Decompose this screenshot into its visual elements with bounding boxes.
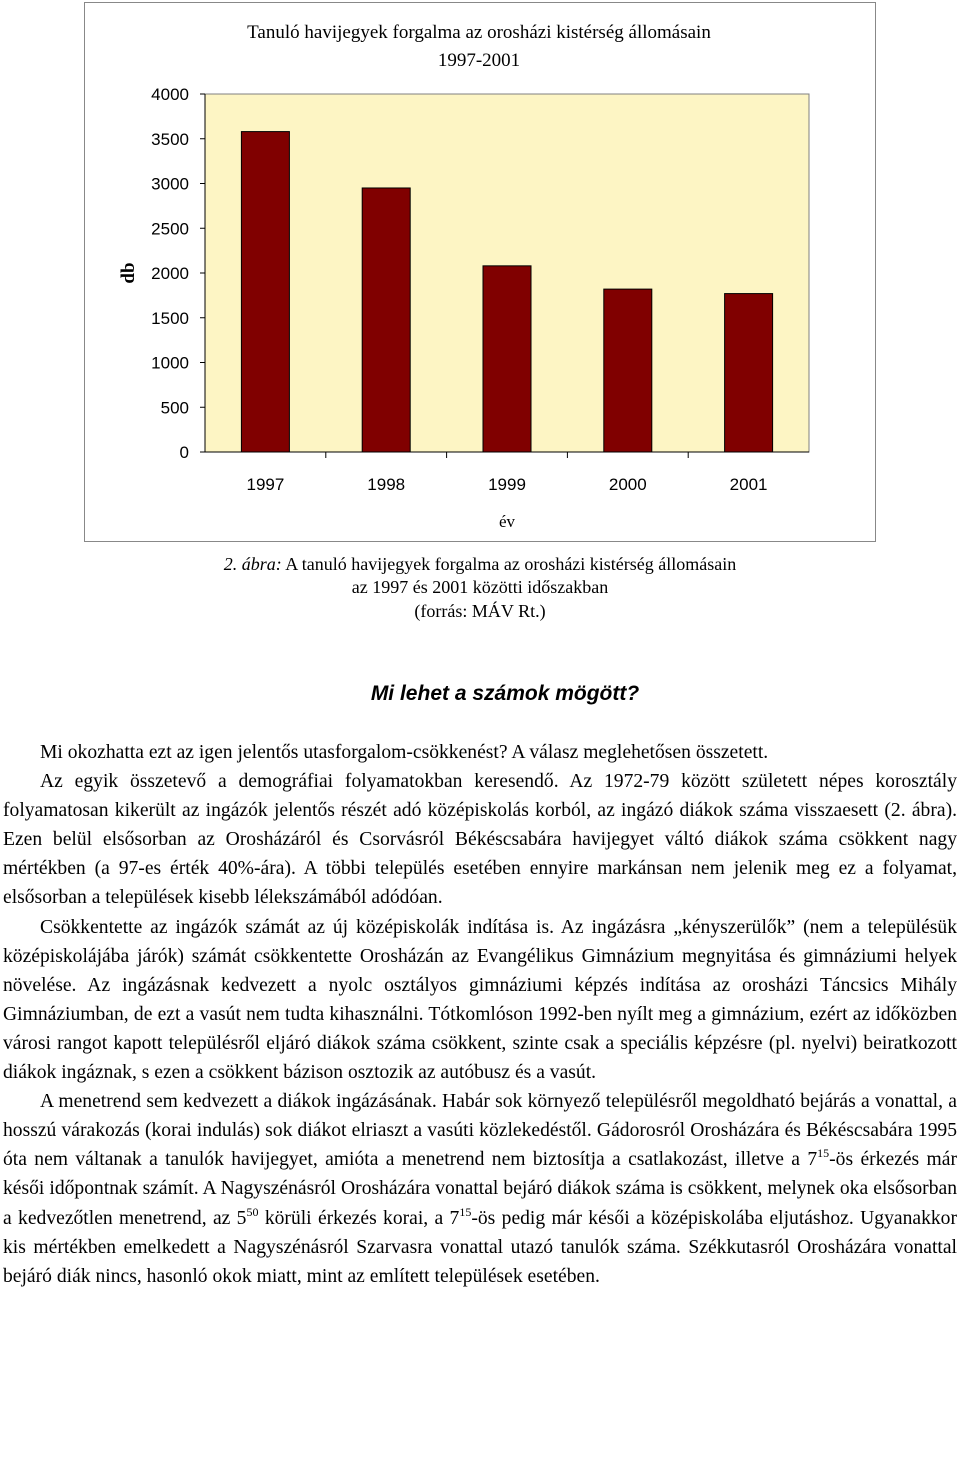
chart-title-line1: Tanuló havijegyek forgalma az orosházi kistérség állomásain xyxy=(247,22,711,43)
bar-1997 xyxy=(241,132,289,452)
bar-chart xyxy=(0,0,960,545)
paragraph-1: Mi okozhatta ezt az igen jelentős utasforgalom-csökkenést? A válasz meglehetősen összetett. xyxy=(40,742,769,763)
chart-title-line2: 1997-2001 xyxy=(437,50,521,71)
x-tick-label: 2001 xyxy=(729,475,768,494)
superscript-time-2: 50 xyxy=(246,1204,259,1219)
paragraph-4-part-a: A menetrend sem kedvezett a diákok ingázásának. Habár sok környező településről megoldható bejárás a vonattal, a hosszú várakozás (korai indulás) sok diákot elriaszt a vasúti közlekedéstől. Gádorosról Orosházára és Békéscsabára 1995 óta nem váltanak a tanulók havijegyet, amióta a menetrend nem biztosítja a csatlakozást, illetve a 7 xyxy=(3,1091,957,1171)
paragraph-2: Az egyik összetevő a demográfiai folyamatokban keresendő. Az 1972-79 között született népes korosztály folyamatosan kikerült az ingázók jelentős részét adó középiskolás korból, az ingázó diákok száma visszaesett (2. ábra). Ezen belül elsősorban az Orosházáról és Csorvásról Békéscsabára havijegyet váltó diákok száma csökkent nagy mértékben (a 97-es érték 40%-ára). A többi település esetében ennyire markánsan nem jelenik meg ez a folyamat, elsősorban a települések kisebb lélekszámából adódóan. xyxy=(3,771,957,909)
x-tick-label: 2000 xyxy=(608,475,647,494)
bar-2000 xyxy=(604,289,652,452)
paragraph-4-part-c: körüli érkezés korai, a 7 xyxy=(258,1207,460,1229)
bar-1999 xyxy=(483,266,531,452)
figure-caption-line1 xyxy=(0,552,960,576)
superscript-time-3: 15 xyxy=(459,1204,472,1219)
y-tick-label: 1500 xyxy=(151,308,189,328)
figure-caption-source: (forrás: MÁV Rt.) xyxy=(414,601,546,621)
bar-1998 xyxy=(362,188,410,452)
figure-caption-text: A tanuló havijegyek forgalma az orosházi kistérség állomásain xyxy=(281,554,737,574)
figure-caption-line2: az 1997 és 2001 közötti időszakban xyxy=(351,577,609,597)
y-tick-label: 3500 xyxy=(151,129,189,149)
x-tick-label: 1997 xyxy=(246,475,285,494)
section-heading: Mi lehet a számok mögött? xyxy=(370,682,640,705)
bar-2001 xyxy=(725,294,773,452)
x-axis-label: év xyxy=(498,512,516,531)
figure-caption-label: 2. ábra: xyxy=(223,554,282,574)
y-tick-label: 4000 xyxy=(151,85,189,104)
superscript-time-1: 15 xyxy=(817,1146,830,1161)
paragraph-4 xyxy=(3,1087,957,1291)
y-tick-label: 3000 xyxy=(151,174,189,194)
paragraph-3: Csökkentette az ingázók számát az új középiskolák indítása is. Az ingázásra „kényszerülők” (nem a településük középiskolájába járók) számát csökkentette Orosházán az Evangélikus Gimnázium megnyitása és gimnáziumi helyek növelése. Az ingázásnak kedvezett a nyolc osztályos gimnáziumi képzés indítása az orosházi Táncsics Mihály Gimnáziumban, de ezt a vasút nem tudta kihasználni. Tótkomlóson 1992-ben nyílt meg a gimnázium, ezért az időközben városi rangot kapott településről eljáró diákok száma csökkent, szinte csak a speciális képzésre (pl. nyelvi) beiratkozott diákok ingáznak, s ezen a csökkent bázison osztozik az autóbusz és a vasút. xyxy=(3,916,957,1084)
y-tick-label: 0 xyxy=(179,443,189,462)
x-tick-label: 1998 xyxy=(367,475,406,494)
paragraph-4-part-d: -ös pedig már késői a középiskolába eljutáshoz. Ugyanakkor kis mértékben emelkedett a Nagyszénásról Szarvasra vonattal utazó tanulók száma. Székkutasról Orosházára vonattal bejáró diák nincs, hasonló okok miatt, mint az említett települések esetében. xyxy=(3,1207,957,1287)
y-tick-label: 1000 xyxy=(151,353,189,373)
paragraph-4-part-b: -ös érkezés már késői időpontnak számít. A Nagyszénásról Orosházára vonattal bejáró diákok száma is csökkent, melynek oka elsősorban a kedvezőtlen menetrend, az 5 xyxy=(3,1149,957,1229)
y-tick-label: 2500 xyxy=(151,219,189,239)
y-tick-label: 500 xyxy=(160,398,189,418)
y-axis-label: db xyxy=(118,262,139,284)
x-tick-label: 1999 xyxy=(488,475,526,494)
y-tick-label: 2000 xyxy=(151,264,189,283)
body-text xyxy=(3,738,957,1291)
